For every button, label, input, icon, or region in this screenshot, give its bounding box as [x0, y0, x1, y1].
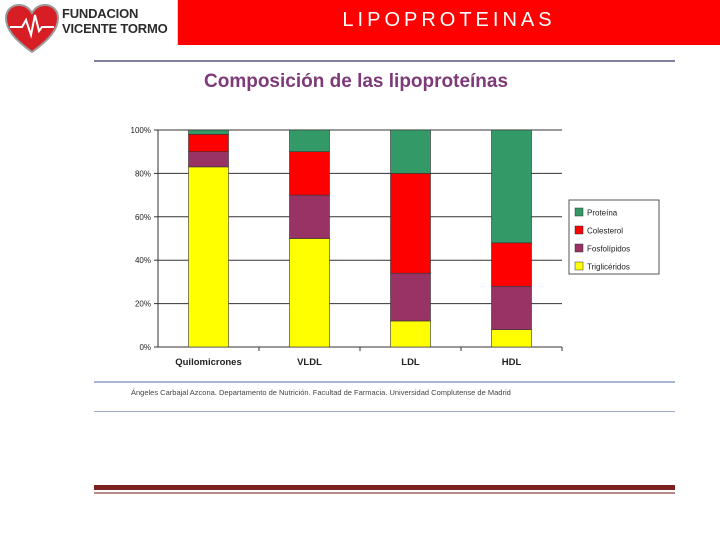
bar-segment [189, 167, 229, 347]
y-tick-label: 60% [134, 212, 151, 222]
legend-label: Colesterol [587, 226, 624, 236]
bar-segment [189, 130, 229, 134]
y-tick-label: 20% [134, 299, 151, 309]
middle-rule [94, 381, 675, 383]
page-title: LIPOPROTEINAS [342, 9, 556, 31]
bar-segment [290, 239, 330, 348]
credit-rule [94, 411, 675, 412]
logo [0, 0, 178, 45]
y-tick-label: 80% [134, 169, 151, 179]
bar-segment [492, 286, 532, 329]
bar-segment [492, 243, 532, 286]
chart-title: Composición de las lipoproteínas [204, 71, 509, 92]
header-bar [0, 0, 720, 45]
bar-segment [391, 173, 431, 273]
bar-segment [492, 130, 532, 243]
figure-panel [94, 60, 675, 500]
bar-segment [492, 330, 532, 347]
y-tick-label: 100% [130, 126, 151, 135]
legend-label: Proteína [587, 208, 618, 218]
y-tick-label: 0% [139, 343, 151, 352]
composition-chart [94, 60, 675, 380]
figure-credit: Ángeles Carbajal Azcona. Departamento de Nutrición. Facultad de Farmacia. Universidad Complutense de Madrid [131, 388, 511, 397]
x-tick-label: Quilomicrones [175, 357, 242, 368]
x-tick-label: LDL [401, 357, 420, 368]
legend-label: Fosfolípidos [587, 244, 631, 254]
bar-segment [189, 152, 229, 167]
logo-line-2: VICENTE TORMO [62, 21, 168, 36]
bar-segment [391, 273, 431, 321]
bar-segment [391, 130, 431, 173]
legend-swatch [575, 226, 583, 234]
bar-segment [290, 152, 330, 195]
logo-text [62, 6, 168, 36]
bar-segment [189, 134, 229, 151]
y-tick-label: 40% [134, 256, 151, 266]
logo-line-1: FUNDACION [62, 6, 139, 21]
legend-swatch [575, 244, 583, 252]
legend-swatch [575, 208, 583, 216]
bar-segment [391, 321, 431, 347]
x-tick-label: VLDL [297, 357, 322, 368]
bar-segment [290, 195, 330, 238]
bottom-rule [94, 485, 675, 490]
bar-segment [290, 130, 330, 152]
bottom-rule-thin [94, 492, 675, 494]
x-tick-label: HDL [501, 357, 522, 368]
legend-swatch [575, 262, 583, 270]
legend-label: Triglicéridos [587, 262, 630, 272]
heart-ecg-icon [4, 3, 60, 55]
